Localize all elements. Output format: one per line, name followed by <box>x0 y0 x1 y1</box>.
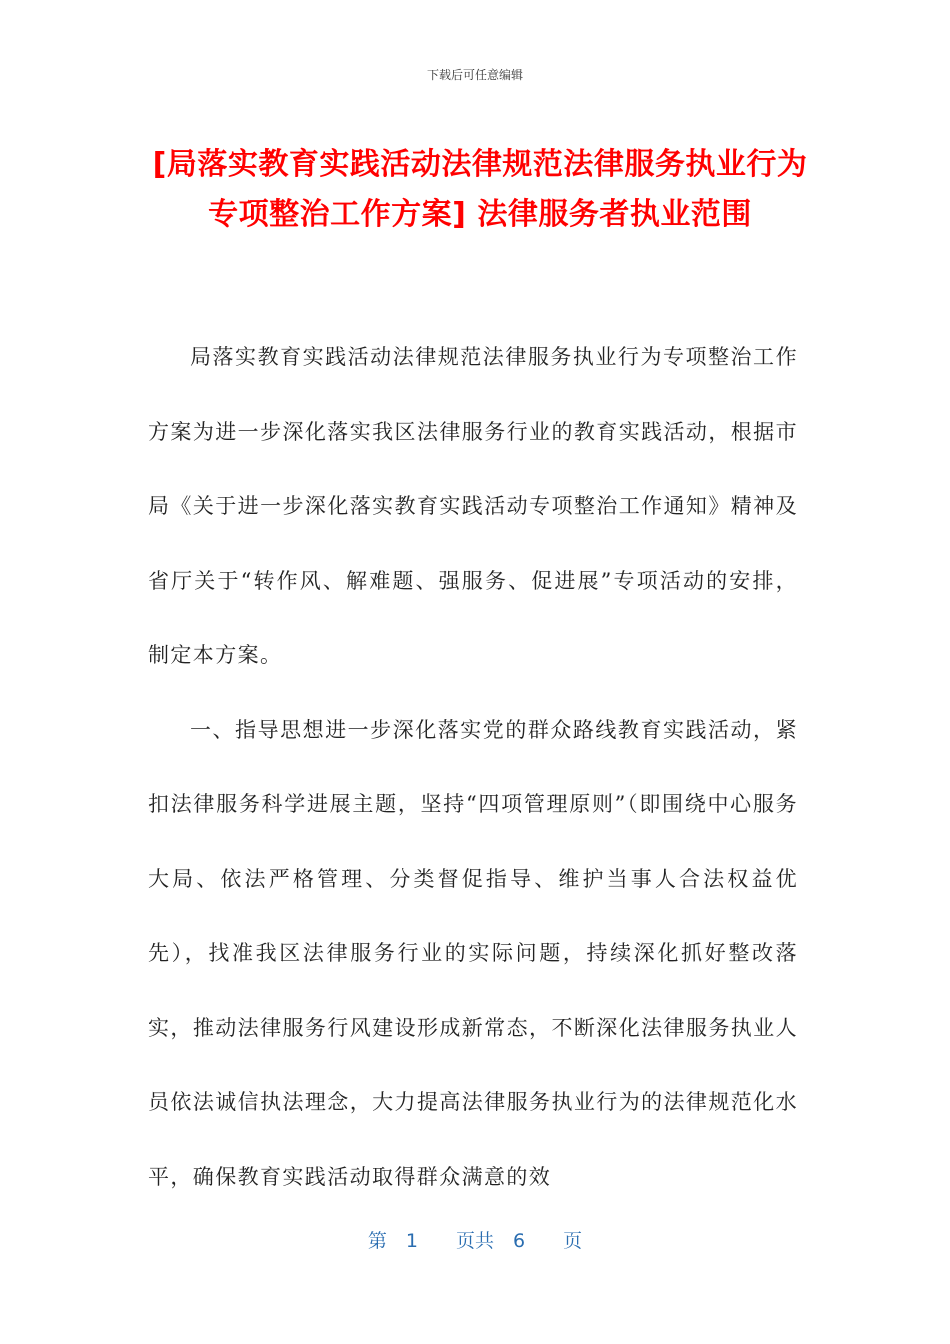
paragraph-intro: 局落实教育实践活动法律规范法律服务执业行为专项整治工作方案为进一步深化落实我区法律服务行业的教育实践活动，根据市局《关于进一步深化落实教育实践活动专项整治工作通知》精神及省厅关于“转作风、解难题、强服务、促进展”专项活动的安排，制定本方案。 <box>148 345 798 667</box>
paragraph-guiding-ideology: 一、指导思想进一步深化落实党的群众路线教育实践活动，紧扣法律服务科学进展主题，坚持“四项管理原则”（即围绕中心服务大局、依法严格管理、分类督促指导、维护当事人合法权益优先），找准我区法律服务行业的实际问题，持续深化抓好整改落实，推动法律服务行风建设形成新常态，不断深化法律服务执业人员依法诚信执法理念，大力提高法律服务执业行为的法律规范化水平，确保教育实践活动取得群众满意的效 <box>148 717 798 1189</box>
header-note: 下载后可任意编辑 <box>426 68 523 82</box>
document-title: [局落实教育实践活动法律规范法律服务执业行为专项整治工作方案] 法律服务者执业范围 <box>152 147 808 232</box>
page-number-footer: 第 1 页共 6 页 <box>367 1230 583 1252</box>
document-body <box>148 320 798 1214</box>
